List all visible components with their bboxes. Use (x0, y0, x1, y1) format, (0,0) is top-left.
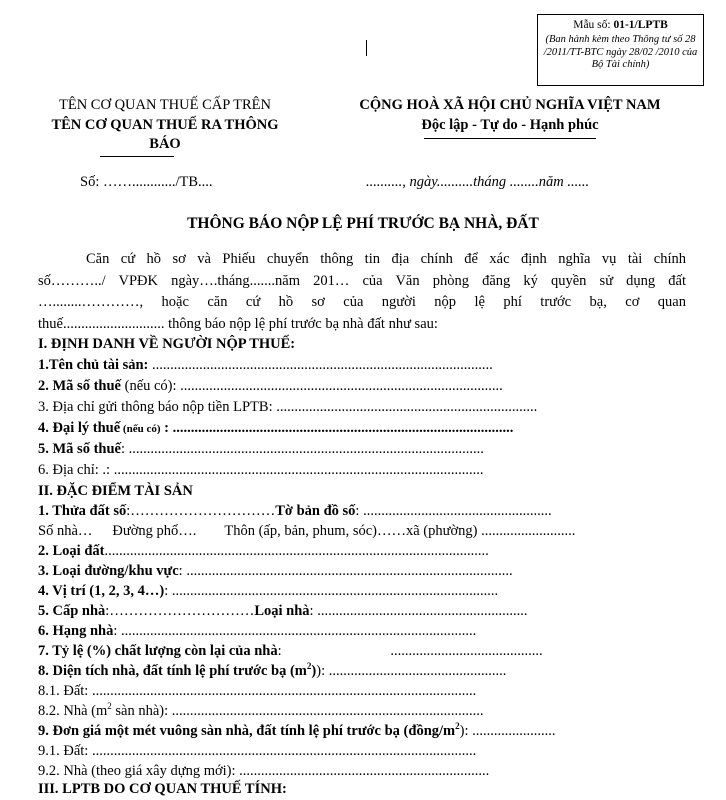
issuing-agency-line1: TÊN CƠ QUAN THUẾ RA THÔNG (51, 117, 279, 133)
price-house-line: 9.2. Nhà (theo giá xây dựng mới): ..................................................................... (38, 763, 490, 779)
section-2-heading: II. ĐẶC ĐIỂM TÀI SẢN (38, 483, 193, 499)
house-grade-line: 5. Cấp nhà:…………………………Loại nhà: .......................................................... (38, 603, 528, 619)
tax-code-line: 2. Mã số thuế (nếu có): ......................................................................................... (38, 378, 503, 394)
text-cursor (366, 40, 367, 56)
document-date: .........., ngày..........tháng ........năm ...... (366, 174, 590, 190)
form-issued-note: (Ban hành kèm theo Thông tư số 28 /2011/TT-BTC ngày 28/02 /2010 của Bộ Tài chính) (543, 34, 698, 70)
notice-address-line: 3. Địa chỉ gửi thông báo nộp tiền LPTB: ........................................................................ (38, 399, 538, 415)
agency-underline (100, 156, 174, 157)
intro-line-3: …........…………, hoặc căn cứ hồ sơ của người nộp lệ phí trước bạ, cơ quan (38, 294, 686, 310)
house-class-line: 6. Hạng nhà: .................................................................................................. (38, 623, 477, 639)
agent-tax-code-line: 5. Mã số thuế: .................................................................................................. (38, 441, 484, 457)
document-number: Số: ……............/TB.... (80, 174, 213, 190)
parent-agency: TÊN CƠ QUAN THUẾ CẤP TRÊN (59, 97, 271, 113)
tax-agent-line: 4. Đại lý thuế (nếu có) : .............................................................................................. (38, 420, 514, 436)
area-house-line: 8.2. Nhà ($m^2$ sàn nhà): ...................................................................................... (38, 701, 484, 719)
area-line: 8. Diện tích nhà, đất tính lệ phí trước bạ $(m^2)$): ................................................. (38, 661, 507, 679)
address-detail-line: Số nhà… Đường phố…. Thôn (ấp, bản, phum, sóc)……xã (phường) .......................... (38, 523, 576, 539)
document-title: THÔNG BÁO NỘP LỆ PHÍ TRƯỚC BẠ NHÀ, ĐẤT (187, 215, 539, 232)
motto-underline (424, 138, 596, 139)
owner-name-line: 1.Tên chủ tài sản: .............................................................................................. (38, 357, 493, 373)
section-1-heading: I. ĐỊNH DANH VỀ NGƯỜI NỘP THUẾ: (38, 336, 296, 352)
country-name: CỘNG HOÀ XÃ HỘI CHỦ NGHĨA VIỆT NAM (359, 97, 661, 113)
motto: Độc lập - Tự do - Hạnh phúc (421, 117, 599, 133)
quality-line: 7. Tỷ lệ (%) chất lượng còn lại của nhà: .......................................... (38, 643, 543, 659)
unit-price-line: 9. Đơn giá một mét vuông sàn nhà, đất tính lệ phí trước bạ $(đồng/m^2)$: ....................... (38, 721, 556, 739)
section-3-heading: III. LPTB DO CƠ QUAN THUẾ TÍNH: (38, 781, 287, 797)
intro-paragraph (38, 249, 686, 335)
plot-line: 1. Thửa đất số:…………………………Tờ bản đồ số: .................................................... (38, 503, 552, 519)
form-number: Mẫu số: 01-1/LPTB (573, 19, 668, 31)
land-type-line: 2. Loại đất.......................................................................................................... (38, 543, 489, 559)
price-land-line: 9.1. Đất: .......................................................................................................... (38, 743, 477, 759)
intro-line-2: số………../ VPĐK ngày….tháng.......năm 201… của Văn phòng đăng ký quyền sử dụng đất (38, 272, 686, 289)
area-land-line: 8.1. Đất: .......................................................................................................... (38, 683, 477, 699)
agent-address-line: 6. Địa chỉ: .: ...................................................................................................... (38, 462, 484, 478)
road-type-line: 3. Loại đường/khu vực: .......................................................................................... (38, 563, 513, 579)
intro-line-1: Căn cứ hồ sơ và Phiếu chuyển thông tin địa chính để xác định nghĩa vụ tài chính (86, 251, 686, 267)
form-number-box (537, 14, 704, 86)
intro-line-4: thuế............................ thông báo nộp lệ phí trước bạ nhà đất như sau: (38, 315, 438, 332)
position-line: 4. Vị trí (1, 2, 3, 4…): .......................................................................................... (38, 583, 499, 599)
issuing-agency-line2: BÁO (149, 136, 181, 152)
